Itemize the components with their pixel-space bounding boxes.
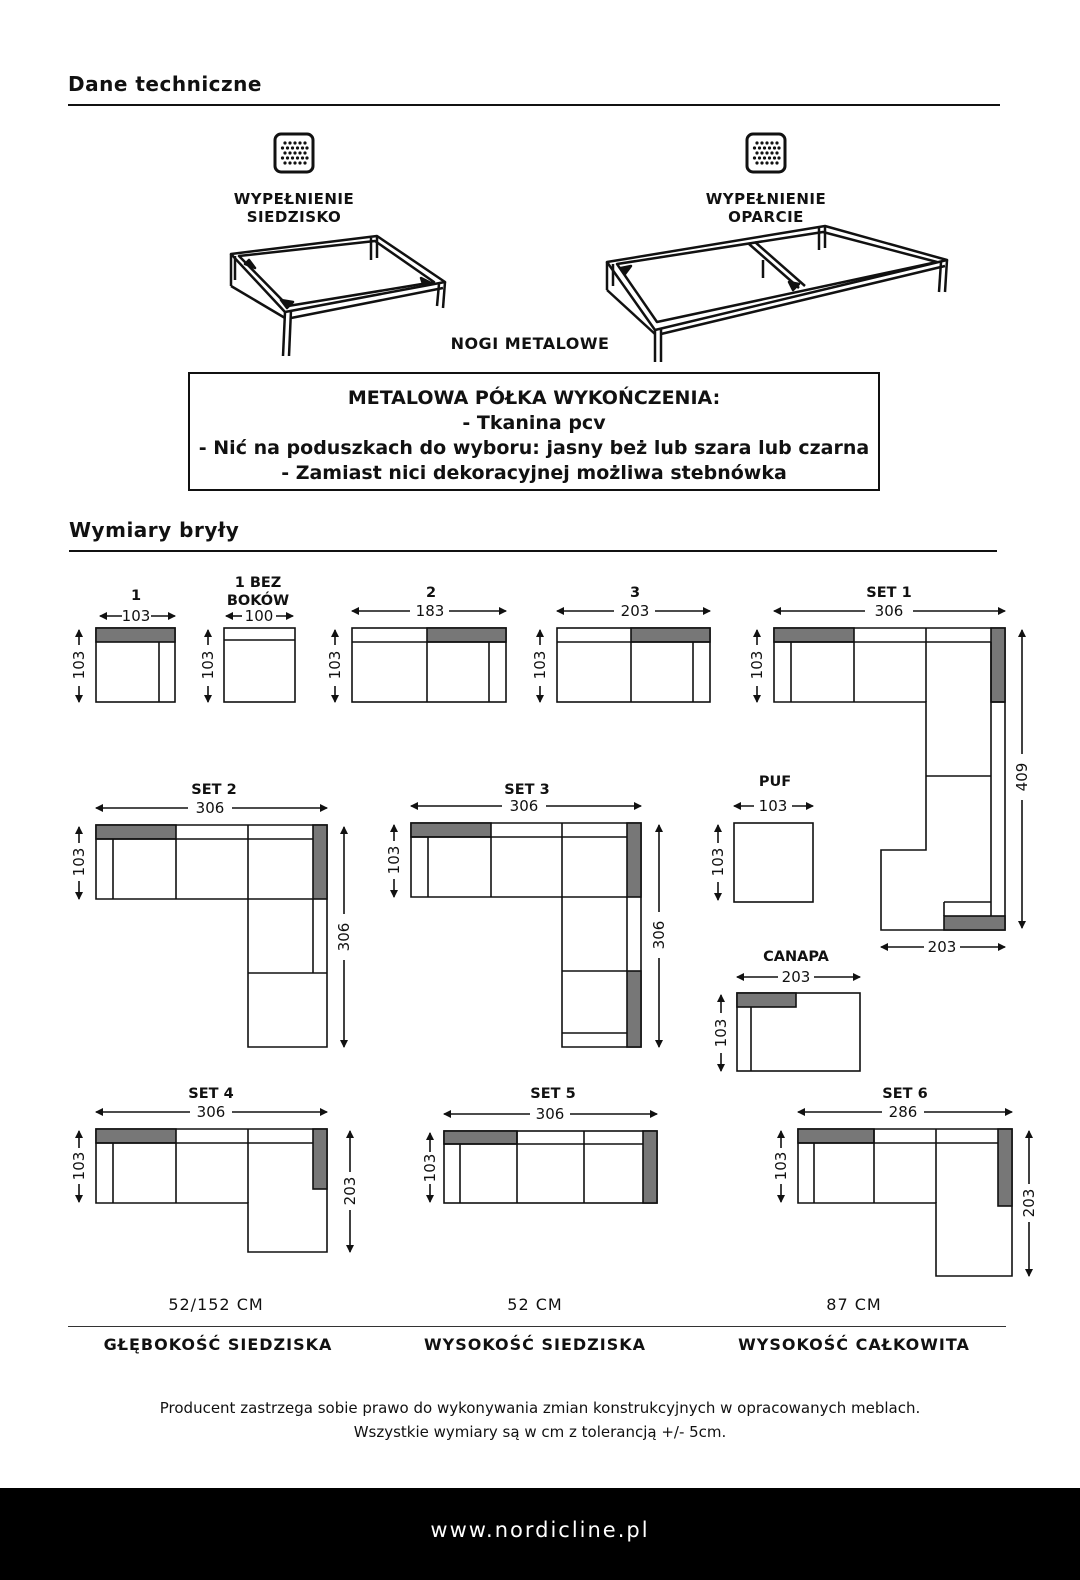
dim-depth: 306 <box>335 922 353 952</box>
set-5-title: SET 5 <box>530 1086 576 1102</box>
set-1-shape <box>774 628 1005 930</box>
seat-depth-value: 52/152 CM <box>168 1295 264 1314</box>
back-frame-illustration <box>603 222 953 364</box>
dim-height: 103 <box>70 650 88 680</box>
filling-seat-label <box>214 190 374 226</box>
dim-height: 103 <box>772 1151 790 1181</box>
dim-height: 103 <box>385 845 403 875</box>
dim-width: 306 <box>535 1105 565 1123</box>
module-1b-title: 1 BEZ <box>234 575 282 591</box>
set-2-title: SET 2 <box>191 782 237 798</box>
set-4-title: SET 4 <box>188 1086 234 1102</box>
divider <box>68 104 1000 106</box>
set-6-shape <box>798 1129 1012 1276</box>
puf-shape <box>734 823 813 902</box>
divider <box>69 550 997 552</box>
finish-title: METALOWA PÓŁKA WYKOŃCZENIA: <box>347 387 721 409</box>
set-6-title: SET 6 <box>882 1086 928 1102</box>
module-1b-title: BOKÓW <box>226 593 290 609</box>
dim-width: 306 <box>195 799 225 817</box>
module-1b-shape <box>224 628 295 702</box>
total-height-label: WYSOKOŚĆ CAŁKOWITA <box>738 1335 970 1354</box>
canapa-shape <box>737 993 860 1071</box>
set-4-shape <box>96 1129 327 1252</box>
dim-depth: 203 <box>341 1176 359 1206</box>
dim-width: 306 <box>874 602 904 620</box>
dim-height: 103 <box>70 847 88 877</box>
set-3-title: SET 3 <box>504 782 550 798</box>
dim-height: 103 <box>199 650 217 680</box>
set-1-title: SET 1 <box>866 585 912 601</box>
dim-width: 203 <box>620 602 650 620</box>
puf-title: PUF <box>758 774 792 790</box>
filling-back-line1: WYPEŁNIENIE <box>705 190 827 208</box>
dim-width: 306 <box>196 1103 226 1121</box>
finish-item: - Zamiast nici dekoracyjnej możliwa stebnówka <box>281 462 787 484</box>
section-title-dimensions: Wymiary bryły <box>69 518 240 542</box>
seat-depth-label: GŁĘBOKOŚĆ SIEDZISKA <box>103 1335 333 1354</box>
total-height-value: 87 CM <box>826 1295 882 1314</box>
dim-height: 103 <box>531 650 549 680</box>
set-2-shape <box>96 825 327 1047</box>
filling-seat-icon <box>273 132 315 174</box>
dim-width: 100 <box>244 607 274 625</box>
canapa-title: CANAPA <box>763 949 829 965</box>
dim-height: 103 <box>421 1153 439 1183</box>
disclaimer <box>0 1396 1080 1444</box>
dim-depth: 203 <box>1020 1188 1038 1218</box>
dim-width: 286 <box>888 1103 918 1121</box>
dimensions-diagram <box>0 560 1080 1280</box>
disclaimer-line: Wszystkie wymiary są w cm z tolerancją +/- 5cm. <box>353 1423 727 1441</box>
module-2-title: 2 <box>425 585 437 601</box>
dim-width: 103 <box>758 797 788 815</box>
section-title-technical: Dane techniczne <box>68 72 262 96</box>
finish-box <box>188 372 880 491</box>
set-5-shape <box>444 1131 657 1203</box>
dim-height: 103 <box>709 847 727 877</box>
finish-item: - Nić na poduszkach do wyboru: jasny beż lub szara lub czarna <box>198 437 870 459</box>
footer-url[interactable]: www.nordicline.pl <box>430 1518 650 1542</box>
filling-seat-line1: WYPEŁNIENIE <box>233 190 355 208</box>
dim-depth: 306 <box>650 920 668 950</box>
set-3-shape <box>411 823 641 1047</box>
seat-frame-illustration <box>225 228 455 363</box>
seat-height-value: 52 CM <box>507 1295 563 1314</box>
disclaimer-line: Producent zastrzega sobie prawo do wykonywania zmian konstrukcyjnych w opracowanych meblach. <box>159 1399 921 1417</box>
dim-depth: 409 <box>1013 762 1031 792</box>
divider <box>68 1326 1006 1327</box>
finish-item: - Tkanina pcv <box>462 412 606 434</box>
dim-width: 203 <box>927 938 957 956</box>
filling-seat-line2: SIEDZISKO <box>246 208 342 226</box>
dim-width: 306 <box>509 797 539 815</box>
dim-height: 103 <box>712 1018 730 1048</box>
seat-height-label: WYSOKOŚĆ SIEDZISKA <box>423 1335 647 1354</box>
filling-back-label <box>686 190 846 226</box>
filling-back-line2: OPARCIE <box>728 208 804 226</box>
metal-legs-label: NOGI METALOWE <box>450 334 610 353</box>
footer <box>0 1488 1080 1580</box>
dim-width: 183 <box>415 602 445 620</box>
module-3-title: 3 <box>629 585 641 601</box>
dim-height: 103 <box>70 1151 88 1181</box>
dim-width: 103 <box>121 607 151 625</box>
dim-height: 103 <box>326 650 344 680</box>
module-1-title: 1 <box>130 588 142 604</box>
filling-back-icon <box>745 132 787 174</box>
dim-width: 203 <box>781 968 811 986</box>
dim-height: 103 <box>748 650 766 680</box>
backrest <box>96 628 175 642</box>
